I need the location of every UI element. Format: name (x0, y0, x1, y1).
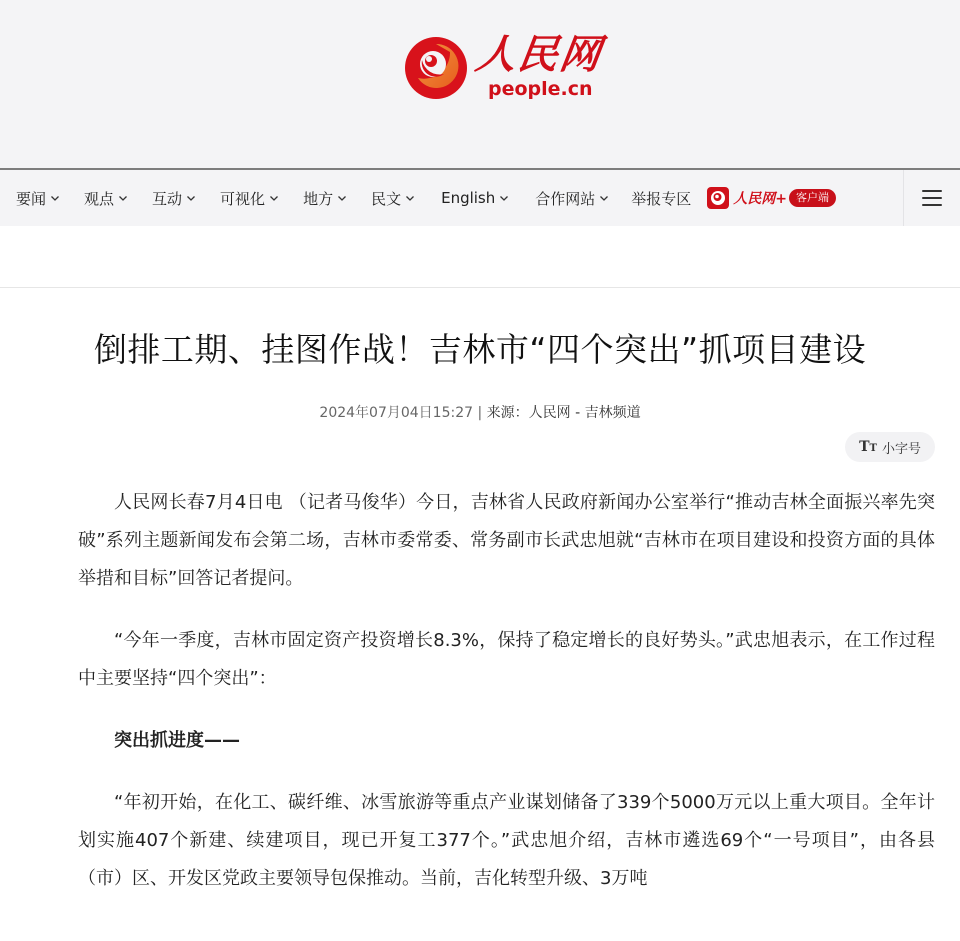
meta-separator: | (477, 405, 483, 421)
nav-item-label: 地方 (303, 189, 334, 208)
article-source[interactable]: 来源：人民网 - 吉林频道 (486, 405, 641, 421)
article-paragraph: “今年一季度，吉林市固定资产投资增长8.3%，保持了稳定增长的良好势头。”武忠旭表示，在工作过程中主要坚持“四个突出”： (78, 630, 935, 689)
font-size-toggle-button[interactable] (845, 432, 935, 462)
chevron-down-icon (405, 193, 415, 203)
app-client-badge: 客户端 (789, 189, 836, 207)
font-size-label: 小字号 (881, 441, 921, 457)
chevron-down-icon (118, 193, 128, 203)
nav-item-partners[interactable] (535, 170, 609, 226)
people-logo-icon (400, 30, 472, 102)
chevron-down-icon (499, 193, 509, 203)
nav-item-ethnic[interactable] (371, 170, 415, 226)
chevron-down-icon (599, 193, 609, 203)
site-header (0, 0, 960, 170)
article-title: 倒排工期、挂图作战！吉林市“四个突出”抓项目建设 (93, 330, 867, 369)
chevron-down-icon (186, 193, 196, 203)
nav-item-label: 合作网站 (535, 189, 596, 208)
nav-item-english[interactable] (441, 170, 509, 226)
chevron-down-icon (337, 193, 347, 203)
nav-item-local[interactable] (303, 170, 347, 226)
menu-button[interactable] (903, 170, 960, 226)
people-app-icon (707, 187, 729, 209)
article-body (0, 484, 960, 898)
app-download-link[interactable] (707, 170, 836, 226)
chevron-down-icon (269, 193, 279, 203)
nav-item-label: English (441, 189, 496, 207)
nav-item-label: 要闻 (16, 189, 47, 208)
nav-item-opinion[interactable] (84, 170, 128, 226)
hamburger-icon (922, 190, 942, 206)
article-paragraph: “年初开始，在化工、碳纤维、冰雪旅游等重点产业谋划储备了339个5000万元以上重大项目。全年计划实施407个新建、续建项目，现已开复工377个。”武忠旭介绍，吉林市遴选69个“一号项目”，由各县（市）区、开发区党政主要领导包保推动。当前，吉化转型升级、3万吨 (78, 792, 935, 889)
article-meta (0, 402, 960, 422)
nav-item-label: 可视化 (220, 189, 266, 208)
text-size-icon: TT (859, 439, 877, 455)
nav-item-label: 民文 (371, 189, 402, 208)
main-nav (0, 170, 960, 226)
nav-item-report[interactable] (631, 170, 691, 226)
nav-item-visualization[interactable] (220, 170, 279, 226)
chevron-down-icon (50, 193, 60, 203)
nav-item-label: 举报专区 (631, 189, 692, 208)
article-subheading: 突出抓进度—— (114, 730, 240, 751)
site-logo[interactable] (400, 24, 620, 108)
app-name: 人民网+ (733, 191, 788, 207)
publish-datetime: 2024年07月04日15:27 (319, 405, 474, 421)
nav-item-news[interactable] (16, 170, 60, 226)
nav-item-label: 观点 (84, 189, 115, 208)
nav-item-label: 互动 (152, 189, 183, 208)
logo-chinese-text: 人民网 (472, 31, 606, 78)
nav-spacer (0, 226, 960, 288)
nav-item-interaction[interactable] (152, 170, 196, 226)
article-paragraph: 人民网长春7月4日电 （记者马俊华）今日，吉林省人民政府新闻办公室举行“推动吉林全面振兴率先突破”系列主题新闻发布会第二场，吉林市委常委、常务副市长武忠旭就“吉林市在项目建设和投资方面的具体举措和目标”回答记者提问。 (78, 492, 935, 589)
logo-domain-text: people.cn (488, 78, 593, 100)
